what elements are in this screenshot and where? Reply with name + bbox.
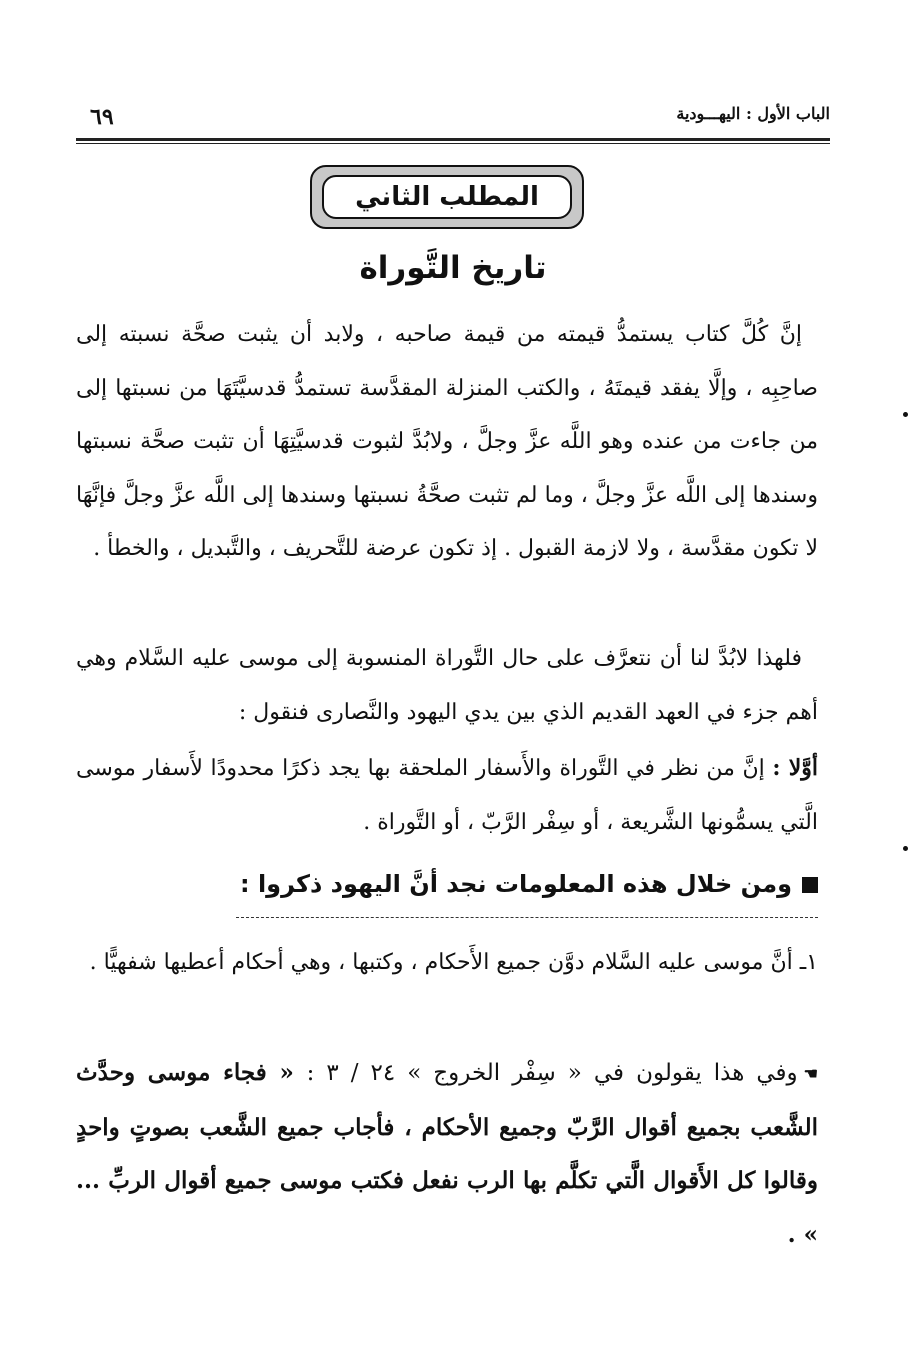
- quote-intro: وفي هذا يقولون في « سِفْر الخروج » ٢٤ / ٣ :: [306, 1060, 798, 1086]
- paragraph-torah-status: فلهذا لابُدَّ لنا أن نتعرَّف على حال التَّوراة المنسوبة إلى موسى عليه السَّلام وهي أهم جزء في العهد القديم الذي بين يدي اليهود والنَّصارى فنقول :: [76, 646, 818, 725]
- section-title: تاريخ التَّوراة: [359, 250, 547, 286]
- running-title: الباب الأول : اليهـــودية: [676, 104, 830, 123]
- section-badge-label: المطلب الثاني: [322, 175, 572, 219]
- pointing-hand-icon: ☚: [803, 1064, 818, 1084]
- scan-mark: [903, 412, 908, 417]
- list-item-1: ١ـ أنَّ موسى عليه السَّلام دوَّن جميع الأَحكام ، وكتبها ، وهي أحكام أعطيها شفهيًّا .: [89, 950, 818, 975]
- first-point-text: إنَّ من نظر في التَّوراة والأَسفار الملحقة بها يجد ذكرًا محدودًا لأَسفار موسى الَّتي يسمُّونها الشَّريعة ، أو سِفْر الرَّبّ ، أو التَّوراة .: [76, 756, 818, 835]
- page-number: ٦٩: [90, 104, 114, 130]
- header-rule-thin: [76, 143, 830, 144]
- exodus-quote-paragraph: [76, 1046, 818, 1261]
- subheading: [240, 870, 818, 898]
- subheading-text: ومن خلال هذه المعلومات نجد أنَّ اليهود ذكروا :: [239, 870, 792, 898]
- section-badge: [310, 165, 584, 229]
- paragraph-first-point: [76, 742, 818, 849]
- subheading-rule: [236, 917, 818, 918]
- header-rule: [76, 138, 830, 141]
- black-square-icon: [802, 877, 818, 893]
- first-point-label: أوَّلا :: [772, 755, 818, 781]
- paragraph-intro: إنَّ كُلَّ كتاب يستمدُّ قيمته من قيمة صاحبه ، ولابد أن يثبت صحَّة نسبته إلى صاحِبِه ، وإلَّا يفقد قيمتَهُ ، والكتب المنزلة المقدَّسة تستمدُّ قدسيَّتَهَا من نسبتها إلى من جاءت من عنده وهو اللَّه عزَّ وجلَّ ، ولابُدَّ لثبوت قدسيَّتِهَا أن تثبت صحَّة نسبتها وسندها إلى اللَّه عزَّ وجلَّ ، وما لم تثبت صحَّةُ نسبتها وسندها إلى اللَّه عزَّ وجلَّ فإنَّهَا لا تكون مقدَّسة ، ولا لازمة القبول . إذ تكون عرضة للتَّحريف ، والتَّبديل ، والخطأ .: [76, 322, 818, 561]
- scan-mark: [903, 846, 908, 851]
- quote-text: « فجاء موسى وحدَّث الشَّعب بجميع أقوال الرَّبّ وجميع الأحكام ، فأجاب جميع الشَّعب بصوتٍ واحدٍ وقالوا كل الأَقوال الَّتي تكلَّم بها الرب نفعل فكتب موسى جميع أقوال الربِّ ... » .: [76, 1059, 818, 1248]
